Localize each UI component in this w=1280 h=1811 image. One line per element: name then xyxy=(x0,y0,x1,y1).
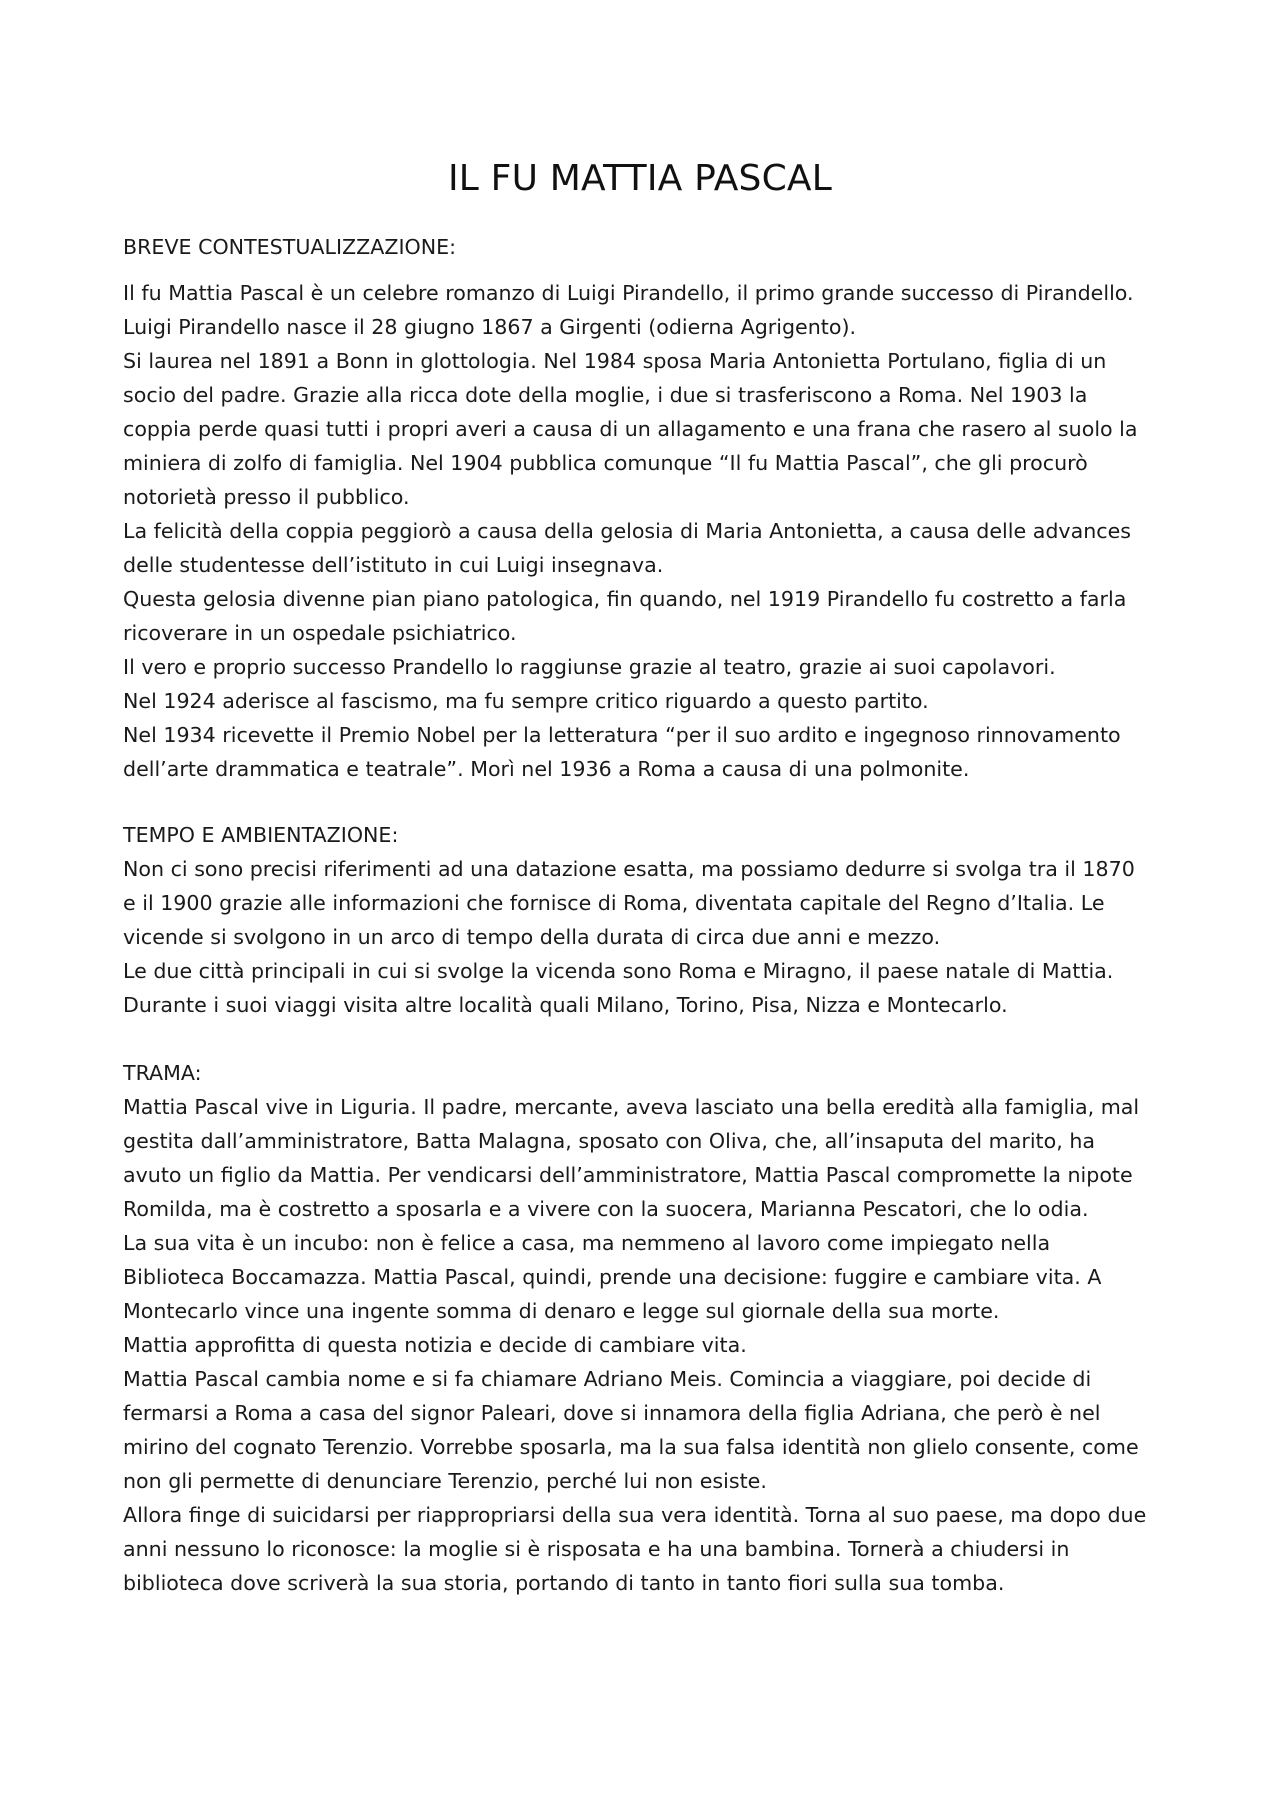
paragraph-line: Nel 1924 aderisce al fascismo, ma fu sempre critico riguardo a questo partito. xyxy=(123,689,929,713)
paragraph-line: coppia perde quasi tutti i propri averi a causa di un allagamento e una frana che rasero al suolo la xyxy=(123,417,1138,441)
paragraph-line: non gli permette di denunciare Terenzio, perché lui non esiste. xyxy=(123,1469,767,1493)
paragraph-line: Il vero e proprio successo Prandello lo raggiunse grazie al teatro, grazie ai suoi capolavori. xyxy=(123,655,1056,679)
paragraph-line: Luigi Pirandello nasce il 28 giugno 1867 a Girgenti (odierna Agrigento). xyxy=(123,315,857,339)
paragraph-line: vicende si svolgono in un arco di tempo della durata di circa due anni e mezzo. xyxy=(123,925,941,949)
paragraph-line: Durante i suoi viaggi visita altre località quali Milano, Torino, Pisa, Nizza e Montecarlo. xyxy=(123,993,1008,1017)
paragraph-line: Si laurea nel 1891 a Bonn in glottologia. Nel 1984 sposa Maria Antonietta Portulano, figlia di un xyxy=(123,349,1107,373)
paragraph-line: La sua vita è un incubo: non è felice a casa, ma nemmeno al lavoro come impiegato nella xyxy=(123,1231,1051,1255)
paragraph-line: dell’arte drammatica e teatrale”. Morì nel 1936 a Roma a causa di una polmonite. xyxy=(123,757,970,781)
paragraph-line: e il 1900 grazie alle informazioni che fornisce di Roma, diventata capitale del Regno d’Italia. Le xyxy=(123,891,1105,915)
section-heading-plot: TRAMA: xyxy=(123,1061,202,1085)
paragraph-line: notorietà presso il pubblico. xyxy=(123,485,410,509)
paragraph-line: socio del padre. Grazie alla ricca dote della moglie, i due si trasferiscono a Roma. Nel 1903 la xyxy=(123,383,1088,407)
section-context-heading-block xyxy=(123,230,1183,264)
paragraph-line: Questa gelosia divenne pian piano patologica, fin quando, nel 1919 Pirandello fu costretto a farla xyxy=(123,587,1127,611)
paragraph-line: delle studentesse dell’istituto in cui Luigi insegnava. xyxy=(123,553,664,577)
paragraph-line: Romilda, ma è costretto a sposarla e a vivere con la suocera, Marianna Pescatori, che lo odia. xyxy=(123,1197,1089,1221)
paragraph-line: Mattia Pascal vive in Liguria. Il padre, mercante, aveva lasciato una bella eredità alla famiglia, mal xyxy=(123,1095,1140,1119)
section-context-body xyxy=(123,276,1183,786)
section-heading-context: BREVE CONTESTUALIZZAZIONE: xyxy=(123,235,457,259)
paragraph-line: Le due città principali in cui si svolge la vicenda sono Roma e Miragno, il paese natale di Mattia. xyxy=(123,959,1114,983)
section-heading-setting: TEMPO E AMBIENTAZIONE: xyxy=(123,823,399,847)
document-title: IL FU MATTIA PASCAL xyxy=(447,158,833,199)
section-setting xyxy=(123,818,1183,1022)
paragraph-line: anni nessuno lo riconosce: la moglie si è risposata e ha una bambina. Tornerà a chiudersi in xyxy=(123,1537,1070,1561)
paragraph-line: Biblioteca Boccamazza. Mattia Pascal, quindi, prende una decisione: fuggire e cambiare vita. A xyxy=(123,1265,1102,1289)
paragraph-line: Il fu Mattia Pascal è un celebre romanzo di Luigi Pirandello, il primo grande successo di Pirandello. xyxy=(123,281,1134,305)
paragraph-line: avuto un figlio da Mattia. Per vendicarsi dell’amministratore, Mattia Pascal compromette la nipote xyxy=(123,1163,1133,1187)
paragraph-line: Allora finge di suicidarsi per riappropriarsi della sua vera identità. Torna al suo paese, ma dopo due xyxy=(123,1503,1147,1527)
paragraph-line: La felicità della coppia peggiorò a causa della gelosia di Maria Antonietta, a causa delle advances xyxy=(123,519,1131,543)
paragraph-line: fermarsi a Roma a casa del signor Paleari, dove si innamora della figlia Adriana, che però è nel xyxy=(123,1401,1101,1425)
paragraph-line: mirino del cognato Terenzio. Vorrebbe sposarla, ma la sua falsa identità non glielo consente, come xyxy=(123,1435,1139,1459)
paragraph-line: ricoverare in un ospedale psichiatrico. xyxy=(123,621,517,645)
paragraph-line: Montecarlo vince una ingente somma di denaro e legge sul giornale della sua morte. xyxy=(123,1299,1000,1323)
paragraph-line: gestita dall’amministratore, Batta Malagna, sposato con Oliva, che, all’insaputa del marito, ha xyxy=(123,1129,1095,1153)
paragraph-line: Mattia approfitta di questa notizia e decide di cambiare vita. xyxy=(123,1333,747,1357)
paragraph-line: miniera di zolfo di famiglia. Nel 1904 pubblica comunque “Il fu Mattia Pascal”, che gli procurò xyxy=(123,451,1088,475)
paragraph-line: Nel 1934 ricevette il Premio Nobel per la letteratura “per il suo ardito e ingegnoso rinnovamento xyxy=(123,723,1121,747)
section-plot xyxy=(123,1056,1183,1600)
paragraph-line: Non ci sono precisi riferimenti ad una datazione esatta, ma possiamo dedurre si svolga tra il 1870 xyxy=(123,857,1135,881)
paragraph-line: biblioteca dove scriverà la sua storia, portando di tanto in tanto fiori sulla sua tomba. xyxy=(123,1571,1005,1595)
paragraph-line: Mattia Pascal cambia nome e si fa chiamare Adriano Meis. Comincia a viaggiare, poi decide di xyxy=(123,1367,1092,1391)
